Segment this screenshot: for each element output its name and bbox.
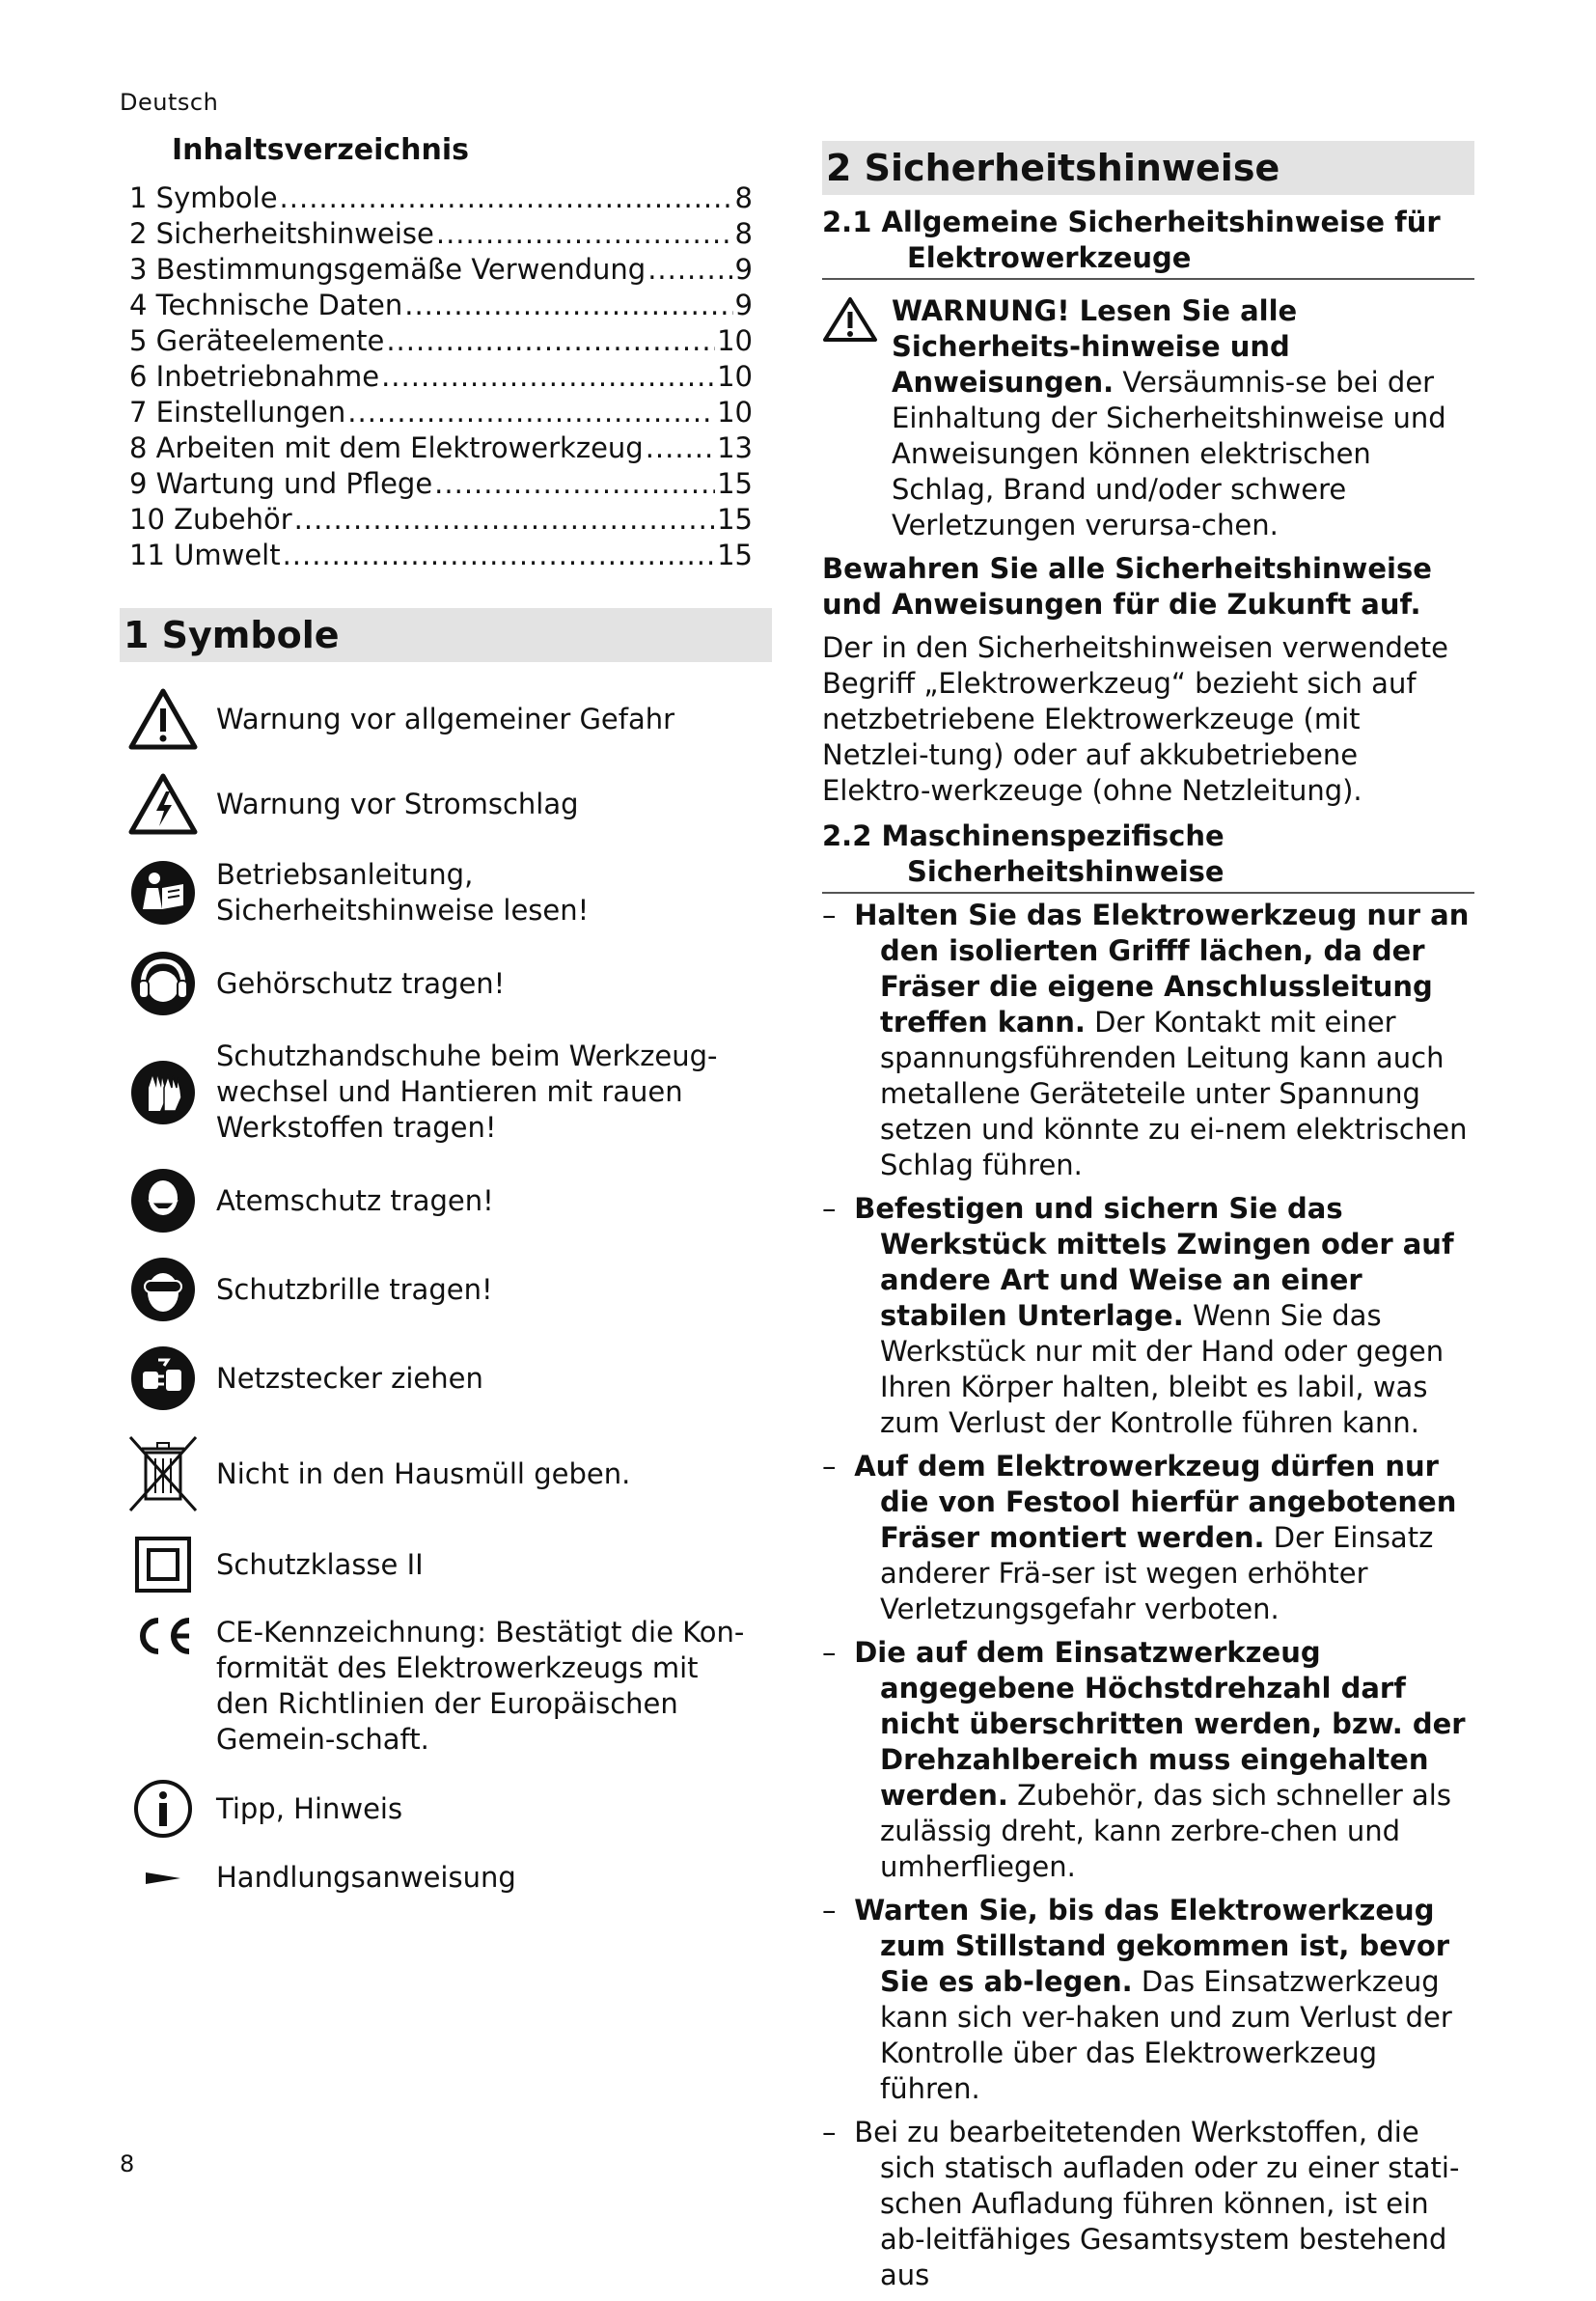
toc-entry[interactable]: 7 Einstellungen ..... 10 — [129, 395, 753, 430]
toc-entry[interactable]: 4 Technische Daten ..... 9 — [129, 288, 753, 323]
warning-paragraph: WARNUNG! Lesen Sie alle Sicherheits-hinweise und Anweisungen. Versäumnis-se bei der Einhaltung der Sicherheitshinweise und Anweisungen können elektrischen Schlag, Brand und/oder schwere Verletzungen verursa-chen. — [822, 293, 1474, 543]
ear-protection-icon — [120, 950, 206, 1017]
list-item: – Auf dem Elektrowerkzeug dürfen nur die von Festool hierfür angebotenen Fräser montiert werden. Der Einsatz anderer Frä-ser ist wegen erhöhter Verletzungsgefahr verboten. — [822, 1450, 1457, 1625]
list-item: – Befestigen und sichern Sie das Werkstück mittels Zwingen oder auf andere Art und Weise an einer stabilen Unterlage. Wenn Sie das Werkstück nur mit der Hand oder gegen Ihren Körper halten, bleibt es labil, was zum Verlust der Kontrolle führen kann. — [822, 1192, 1454, 1439]
symbol-item: Gehörschutz tragen! — [120, 950, 772, 1017]
toc-entry[interactable]: 9 Wartung und Pflege ..... 15 — [129, 466, 753, 502]
warning-triangle-icon — [822, 295, 878, 344]
list-item: – Die auf dem Einsatzwerkzeug angegebene Höchstdrehzahl darf nicht überschritten werden, bzw. der Drehzahlbereich muss eingehalten werden. Zubehör, das sich schneller als zulässig dreht, kann zerbre-chen und umherfliegen. — [822, 1636, 1466, 1883]
read-manual-icon — [120, 859, 206, 927]
symbol-item: Warnung vor allgemeiner Gefahr — [120, 687, 772, 751]
keep-instructions-note: Bewahren Sie alle Sicherheitshinweise und Anweisungen für die Zukunft auf. — [822, 552, 1432, 621]
symbol-item: Schutzhandschuhe beim Werkzeug-wechsel und Hantieren mit rauen Werkstoffen tragen! — [120, 1039, 772, 1146]
toc-entry[interactable]: 5 Geräteelemente ..... 10 — [129, 323, 753, 359]
subsection-heading-machine: 2.2 Maschinenspezifische Sicherheitshinweise — [822, 818, 1474, 894]
toc-title: Inhaltsverzeichnis — [172, 133, 470, 167]
list-item: – Warten Sie, bis das Elektrowerkzeug zum Stillstand gekommen ist, bevor Sie es ab-legen. Das Einsatzwerkzeug kann sich ver-haken und zum Verlust der Kontrolle über das Elektrowerkzeug führen. — [822, 1894, 1452, 2105]
toc-entry[interactable]: 8 Arbeiten mit dem Elektrowerkzeug ..... 13 — [129, 430, 753, 466]
respirator-icon — [120, 1167, 206, 1234]
symbol-item: Schutzklasse II — [120, 1536, 772, 1594]
symbol-list — [120, 687, 772, 1896]
list-item: – Halten Sie das Elektrowerkzeug nur an den isolierten Grifff lächen, da der Fräser die eigene Anschlussleitung treffen kann. Der Kontakt mit einer spannungsführenden Leitung kann auch metallene Geräteteile unter Spannung setzen und könnte zu ei-nem elektrischen Schlag führen. — [822, 899, 1470, 1181]
toc-entry[interactable]: 1 Symbole ..... 8 — [129, 180, 753, 216]
symbol-item: Betriebsanleitung, Sicherheitshinweise lesen! — [120, 857, 772, 929]
right-column — [822, 141, 1474, 2301]
symbol-item: Atemschutz tragen! — [120, 1167, 772, 1234]
toc-entry[interactable]: 11 Umwelt ..... 15 — [129, 538, 753, 573]
toc-entry[interactable]: 2 Sicherheitshinweise ..... 8 — [129, 216, 753, 252]
symbol-item: Tipp, Hinweis — [120, 1779, 772, 1839]
toc-entry[interactable]: 6 Inbetriebnahme ..... 10 — [129, 359, 753, 395]
electric-shock-icon — [120, 772, 206, 836]
section-heading-safety: 2 Sicherheitshinweise — [822, 141, 1474, 195]
info-icon — [120, 1779, 206, 1839]
symbol-item: Schutzbrille tragen! — [120, 1256, 772, 1323]
unplug-icon — [120, 1345, 206, 1412]
list-item: – Bei zu bearbeitetenden Werkstoffen, die sich statisch aufladen oder zu einer stati-schen Aufladung führen können, ist ein ab-leitfähiges Gesamtsystem bestehend aus — [822, 2116, 1460, 2291]
section-heading-symbols: 1 Symbole — [120, 608, 772, 662]
gloves-icon — [120, 1059, 206, 1126]
page-number: 8 — [120, 2150, 135, 2177]
symbol-item: Handlungsanweisung — [120, 1860, 772, 1896]
safety-goggles-icon — [120, 1256, 206, 1323]
symbol-item: Netzstecker ziehen — [120, 1345, 772, 1412]
symbol-item: Nicht in den Hausmüll geben. — [120, 1433, 772, 1514]
symbol-item: Warnung vor Stromschlag — [120, 772, 772, 836]
subsection-heading-general: 2.1 Allgemeine Sicherheitshinweise für Elektrowerkzeuge — [822, 205, 1474, 280]
safety-bullet-list — [822, 898, 1474, 2293]
general-warning-icon — [120, 687, 206, 751]
ce-mark-icon — [120, 1615, 206, 1657]
term-definition: Der in den Sicherheitshinweisen verwendete Begriff „Elektrowerkzeug“ bezieht sich auf netzbetriebene Elektrowerkzeuge (mit Netzlei-tung) oder auf akkubetriebene Elektro-werkzeuge (ohne Netzleitung). — [822, 631, 1448, 807]
language-label: Deutsch — [120, 89, 219, 116]
protection-class-ii-icon — [120, 1536, 206, 1594]
toc-entry[interactable]: 3 Bestimmungsgemäße Verwendung ..... 9 — [129, 252, 753, 288]
left-column — [120, 133, 772, 1917]
instruction-arrow-icon — [120, 1871, 206, 1886]
table-of-contents — [129, 180, 772, 573]
no-household-waste-icon — [120, 1433, 206, 1514]
toc-entry[interactable]: 10 Zubehör ..... 15 — [129, 502, 753, 538]
symbol-item: CE-Kennzeichnung: Bestätigt die Kon-formität des Elektrowerkzeugs mit den Richtlinien der Europäischen Gemein-schaft. — [120, 1615, 772, 1758]
